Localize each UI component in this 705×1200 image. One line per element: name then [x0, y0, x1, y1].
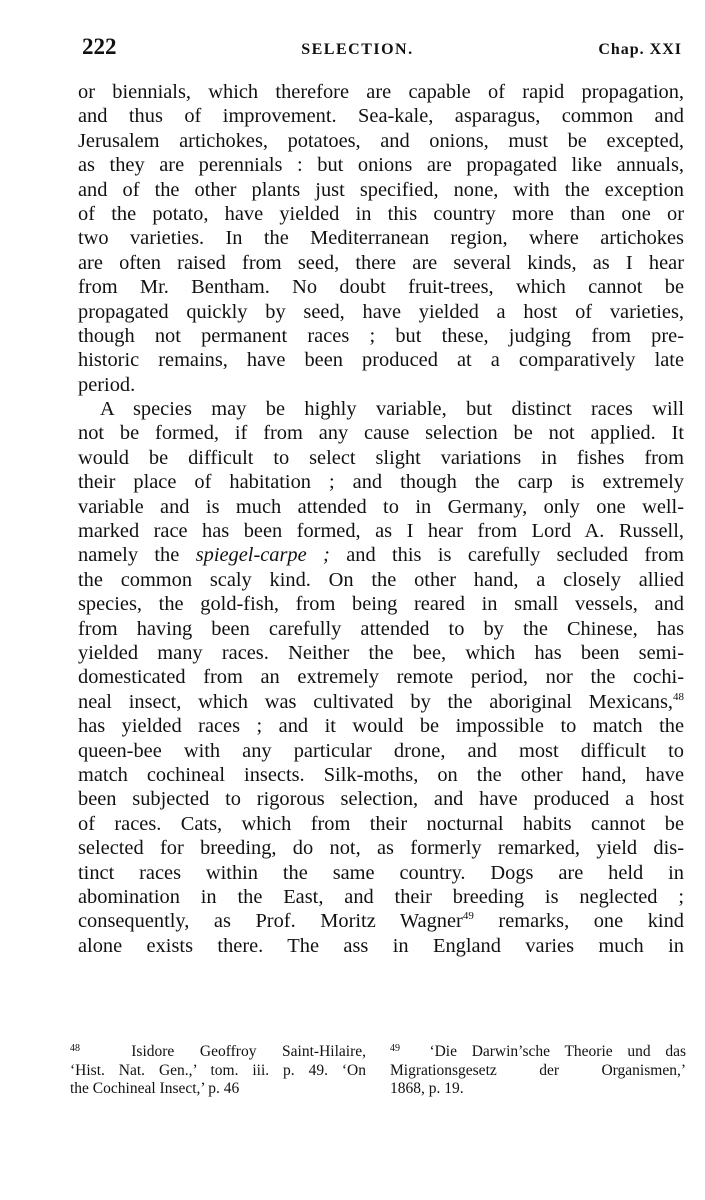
footnote-line: [70, 1043, 366, 1062]
text-line: been subjected to rigorous selection, and have produced a host: [78, 788, 684, 811]
footnote-text: ‘Die Darwin’sche Theorie und das: [429, 1043, 687, 1060]
page-number: 222: [82, 34, 117, 59]
body-text: [78, 80, 684, 958]
text-line: or biennials, which therefore are capable of rapid propagation,: [78, 81, 684, 103]
text-line: has yielded races ; and it would be impossible to match the: [78, 715, 684, 738]
chapter-label: Chap. XXI: [598, 41, 682, 58]
text-line: species, the gold-fish, from being reared in small vessels, and: [78, 593, 684, 616]
text-line: marked race has been formed, as I hear from Lord A. Russell,: [78, 520, 684, 543]
footnote-mark: 48: [70, 1043, 80, 1054]
footnote-line: ‘Hist. Nat. Gen.,’ tom. iii. p. 49. ‘On: [70, 1061, 366, 1079]
footnote-line: [390, 1043, 686, 1062]
footnotes: [70, 1043, 686, 1099]
text-line: period.: [78, 373, 136, 396]
text-fragment: neal insect, which was cultivated by the aboriginal Mexicans,: [78, 690, 673, 713]
text-line: Jerusalem artichokes, potatoes, and onions, must be excepted,: [78, 129, 684, 152]
text-line: from having been carefully attended to by the Chinese, has: [78, 617, 684, 640]
footnote-line: the Cochineal Insect,’ p. 46: [70, 1080, 240, 1097]
text-line: and thus of improvement. Sea-kale, asparagus, common and: [78, 105, 684, 128]
text-line: their place of habitation ; and though the carp is extremely: [78, 471, 684, 494]
text-line-mixed: [78, 690, 684, 714]
footnote-48: [70, 1043, 366, 1099]
text-line: are often raised from seed, there are several kinds, as I hear: [78, 251, 684, 274]
text-line: would be difficult to select slight variations in fishes from: [78, 446, 684, 469]
footnote-mark: 49: [390, 1043, 400, 1054]
text-line-mixed: [78, 909, 684, 933]
text-line: historic remains, have been produced at a comparatively late: [78, 349, 684, 372]
text-fragment: remarks, one kind: [473, 910, 684, 933]
footnote-text: Isidore Geoffroy Saint-Hilaire,: [131, 1043, 366, 1060]
text-line: from Mr. Bentham. No doubt fruit-trees, which cannot be: [78, 276, 684, 299]
text-line-mixed: [78, 543, 684, 567]
text-line: of the potato, have yielded in this country more than one or: [78, 202, 684, 225]
text-line: selected for breeding, do not, as formerly remarked, yield dis-: [78, 837, 684, 860]
text-line: match cochineal insects. Silk-moths, on the other hand, have: [78, 763, 684, 786]
footnote-49: [390, 1043, 686, 1099]
running-title: SELECTION.: [301, 41, 414, 58]
text-line: tinct races within the same country. Dogs are held in: [78, 861, 684, 884]
footnote-line: 1868, p. 19.: [390, 1080, 464, 1097]
text-line: not be formed, if from any cause selection be not applied. It: [78, 422, 684, 445]
running-header: [82, 34, 682, 60]
text-line: alone exists there. The ass in England varies much in: [78, 934, 684, 957]
text-line: domesticated from an extremely remote period, nor the cochi-: [78, 666, 684, 689]
text-line: queen-bee with any particular drone, and most difficult to: [78, 739, 684, 762]
text-fragment: namely the: [78, 544, 196, 567]
text-fragment: consequently, as Prof. Moritz Wagner: [78, 910, 463, 933]
text-line: the common scaly kind. On the other hand, a closely allied: [78, 568, 684, 591]
text-line: variable and is much attended to in Germany, only one well-: [78, 495, 684, 518]
text-line: and of the other plants just specified, none, with the exception: [78, 178, 684, 201]
text-line: yielded many races. Neither the bee, which has been semi-: [78, 641, 684, 664]
text-fragment: and this is carefully secluded from: [329, 544, 684, 567]
text-line: abomination in the East, and their breeding is neglected ;: [78, 885, 684, 908]
footnote-line: Migrationsgesetz der Organismen,’: [390, 1061, 686, 1079]
italic-term: spiegel-carpe ;: [195, 544, 330, 567]
text-line: though not permanent races ; but these, judging from pre-: [78, 324, 684, 347]
footnote-ref-49: 49: [462, 910, 474, 923]
text-line: as they are perennials : but onions are propagated like annuals,: [78, 154, 684, 177]
text-line: two varieties. In the Mediterranean region, where artichokes: [78, 227, 684, 250]
text-line: A species may be highly variable, but distinct races will: [100, 398, 684, 421]
text-line: of races. Cats, which from their nocturnal habits cannot be: [78, 812, 684, 835]
text-line: propagated quickly by seed, have yielded a host of varieties,: [78, 300, 684, 323]
footnote-ref-48: 48: [673, 690, 684, 703]
